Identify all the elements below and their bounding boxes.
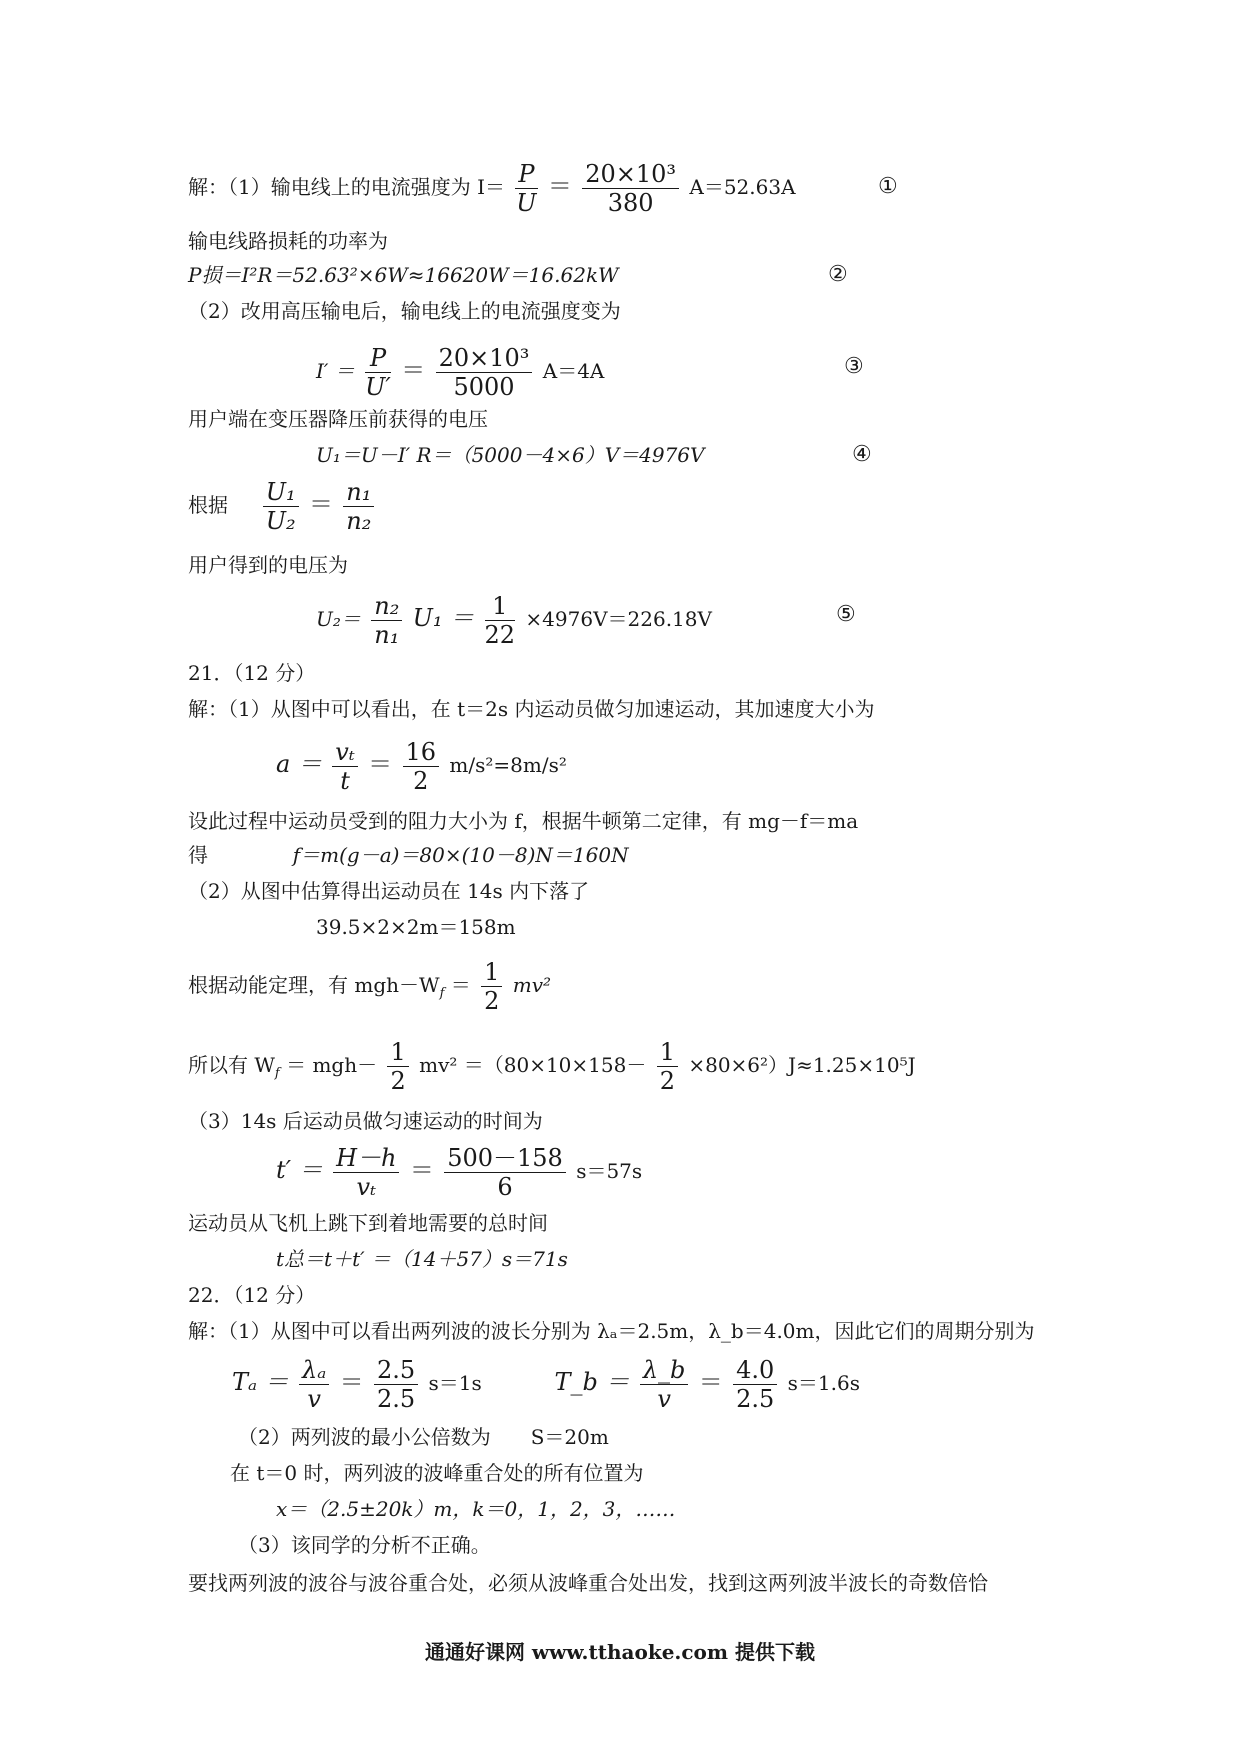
frac-num: P (515, 160, 537, 189)
total-time-label: 运动员从飞机上跳下到着地需要的总时间 (188, 1211, 548, 1235)
frac-den: 2 (390, 1067, 406, 1095)
frac-num: n₁ (343, 478, 374, 507)
acceleration-formula-line: a ＝ $\frac{\text{vₜ}}{t}$ ＝ $\frac{16}{2}$ m/s²=8m/s² (276, 738, 567, 795)
circled-mark-1: ① (878, 174, 898, 199)
circled-mark-2: ② (828, 262, 848, 287)
u1-formula: U₁＝U－I′ R＝（5000－4×6）V＝4976V (316, 443, 705, 467)
fraction-n2-over-n1 (371, 592, 402, 649)
frac-num: 16 (403, 738, 440, 767)
time-result: s＝57s (576, 1159, 643, 1183)
frac-num: H－h (333, 1144, 399, 1173)
fraction-p-over-u (515, 160, 537, 217)
wf-mid: ＝ mgh－ (286, 1053, 378, 1077)
energy-tail: mv² (512, 973, 552, 997)
energy-theorem-line (188, 958, 551, 1015)
energy-mid: ＝ (450, 973, 471, 997)
fraction-lambda-b-over-v (640, 1356, 689, 1413)
q20-current-line: 解：（1）输电线上的电流强度为 I＝ $\frac{P}{U}$ ＝ $\frac{\text{20×10³}}{380}$ A＝52.63A (188, 160, 796, 217)
period-b-result: s＝1.6s (787, 1371, 861, 1395)
circled-mark-5: ⑤ (836, 602, 856, 627)
frac-den: v (657, 1385, 671, 1413)
friction-formula: f＝m(g－a)＝80×(10－8)N＝160N (292, 843, 629, 867)
q20-current-result: A＝52.63A (689, 175, 796, 199)
q20-current-text: 解：（1）输电线上的电流强度为 I＝ (188, 175, 505, 199)
acceleration-lhs: a ＝ (276, 750, 322, 778)
frac-den: t (340, 767, 350, 795)
fraction-h-over-v (333, 1144, 399, 1201)
energy-sub: f (439, 986, 445, 1001)
frac-den: 5000 (453, 373, 515, 401)
fraction-half-3 (657, 1038, 678, 1095)
u2-mid: U₁ ＝ (412, 604, 475, 632)
frac-den: vₜ (356, 1173, 377, 1201)
fraction-n1-over-n2 (343, 478, 374, 535)
fraction-16-over-2 (403, 738, 440, 795)
fraction-342-over-6 (444, 1144, 566, 1201)
frac-den: 2.5 (376, 1385, 416, 1413)
fraction-lambda-a-over-v (299, 1356, 329, 1413)
fraction-power-over-high-voltage (436, 344, 533, 401)
u2-lhs: U₂＝ (316, 607, 361, 631)
work-friction-line (188, 1038, 916, 1095)
frac-den: 6 (497, 1173, 513, 1201)
ratio-line: 根据 $\frac{\text{U₁}}{\text{U₂}}$ ＝ $\frac{\text{n₁}}{\text{n₂}}$ (188, 478, 378, 535)
q20-part2-text: （2）改用高压输电后，输电线上的电流强度变为 (188, 299, 621, 323)
q22-part2-text: （2）两列波的最小公倍数为 S＝20m (238, 1425, 609, 1449)
fraction-power-over-voltage (582, 160, 679, 217)
frac-num: P (365, 344, 391, 373)
frac-num: 20×10³ (436, 344, 533, 373)
wf-prefix: 所以有 W (188, 1053, 275, 1077)
frac-num: 2.5 (374, 1356, 418, 1385)
circled-mark-4: ④ (852, 442, 872, 467)
friction-line (188, 842, 629, 868)
q21-part2-text: （2）从图中估算得出运动员在 14s 内下落了 (188, 879, 590, 903)
user-get-label: 用户得到的电压为 (188, 553, 348, 577)
frac-den: 2.5 (736, 1385, 775, 1413)
frac-den: U′ (365, 373, 391, 401)
q21-heading: 21．（12 分） (188, 661, 316, 685)
line-loss-label: 输电线路损耗的功率为 (188, 229, 388, 253)
frac-den: 2 (413, 767, 429, 795)
height-formula: 39.5×2×2m＝158m (316, 915, 516, 939)
loss-formula: P损＝I²R＝52.63²×6W≈16620W＝16.62kW (188, 263, 619, 287)
frac-num: 1 (657, 1038, 678, 1067)
u2-formula-line (316, 592, 712, 649)
frac-num: λ_b (640, 1356, 689, 1385)
q22-crest-text: 在 t＝0 时，两列波的波峰重合处的所有位置为 (230, 1461, 644, 1485)
frac-den: n₁ (374, 621, 400, 649)
new-current-lhs: I′ ＝ (316, 359, 355, 383)
frac-num: 500－158 (444, 1144, 566, 1173)
q21-part3-text: （3）14s 后运动员做匀速运动的时间为 (188, 1109, 543, 1133)
frac-num: vₜ (332, 738, 357, 767)
frac-num: 4.0 (733, 1356, 777, 1385)
frac-den: U (516, 189, 537, 217)
frac-num: 1 (481, 958, 502, 987)
fraction-v-over-t (332, 738, 357, 795)
period-b-lhs: T_b ＝ (554, 1368, 630, 1396)
fraction-4-0-over-2-5 (733, 1356, 777, 1413)
wf-mid2: mv² ＝（80×10×158－ (419, 1053, 647, 1077)
fraction-1-over-22 (485, 592, 516, 649)
frac-den: 2 (484, 987, 500, 1015)
wf-tail: ×80×6²）J≈1.25×10⁵J (688, 1053, 916, 1077)
q22-heading: 22．（12 分） (188, 1283, 316, 1307)
frac-num: n₂ (371, 592, 402, 621)
q21-part1-text: 解：（1）从图中可以看出，在 t＝2s 内运动员做匀加速运动，其加速度大小为 (188, 697, 875, 721)
q20-new-current-line: I′ ＝ $\frac{P}{U'}$ ＝ $\frac{\text{20×10³}}{5000}$ A＝4A (316, 344, 605, 401)
fraction-u1-over-u2 (263, 478, 299, 535)
frac-den: U₂ (265, 507, 296, 535)
total-time-formula: t总＝t＋t′ ＝（14＋57）s＝71s (276, 1247, 568, 1271)
get-label: 得 (188, 843, 208, 867)
frac-num: λₐ (299, 1356, 329, 1385)
time-lhs: t′ ＝ (276, 1156, 323, 1184)
q22-part3-text: （3）该同学的分析不正确。 (238, 1533, 491, 1557)
ratio-label: 根据 (188, 493, 228, 517)
acceleration-result: m/s²=8m/s² (449, 753, 567, 777)
frac-num: U₁ (263, 478, 299, 507)
circled-mark-3: ③ (844, 354, 864, 379)
period-a-lhs: Tₐ ＝ (232, 1368, 289, 1396)
frac-den: v (307, 1385, 321, 1413)
frac-den: 22 (484, 621, 516, 649)
frac-num: 1 (387, 1038, 408, 1067)
user-voltage-label: 用户端在变压器降压前获得的电压 (188, 407, 488, 431)
new-current-result: A＝4A (542, 359, 605, 383)
frac-den: 380 (607, 189, 654, 217)
energy-prefix: 根据动能定理，有 mgh－W (188, 973, 440, 997)
fraction-half-2 (387, 1038, 408, 1095)
fraction-2-5-over-2-5 (374, 1356, 418, 1413)
period-formula-line: Tₐ ＝ $\frac{\text{λₐ}}{v}$ ＝ $\frac{2.5}{2.5}$ s＝1s T_b ＝ $\frac{\lambda\_b}{v}$ ＝ $\frac{4.0}{2.5}$ s＝1.6s (232, 1356, 861, 1413)
fraction-half (481, 958, 502, 1015)
frac-num: 20×10³ (582, 160, 679, 189)
fraction-p-over-u-prime (365, 344, 391, 401)
q22-part1-text: 解：（1）从图中可以看出两列波的波长分别为 λₐ＝2.5m，λ_b＝4.0m，因此它们的周期分别为 (188, 1319, 1035, 1343)
period-a-result: s＝1s (428, 1371, 482, 1395)
frac-den: 2 (659, 1067, 675, 1095)
wf-sub: f (274, 1066, 280, 1081)
u2-result: ×4976V＝226.18V (525, 607, 712, 631)
q22-trough-text: 要找两列波的波谷与波谷重合处，必须从波峰重合处出发，找到这两列波半波长的奇数倍恰 (188, 1571, 988, 1595)
crest-position-formula: x＝（2.5±20k）m，k＝0，1，2，3，…… (276, 1497, 676, 1521)
frac-den: n₂ (346, 507, 372, 535)
footer-source: 通通好课网 www.tthaoke.com 提供下载 (424, 1640, 816, 1664)
frac-num: 1 (485, 592, 516, 621)
time-formula-line: t′ ＝ $\frac{H-h}{\text{vₜ}}$ ＝ $\frac{500-158}{6}$ s＝57s (276, 1144, 643, 1201)
resistance-text: 设此过程中运动员受到的阻力大小为 f，根据牛顿第二定律，有 mg－f＝ma (188, 809, 859, 833)
